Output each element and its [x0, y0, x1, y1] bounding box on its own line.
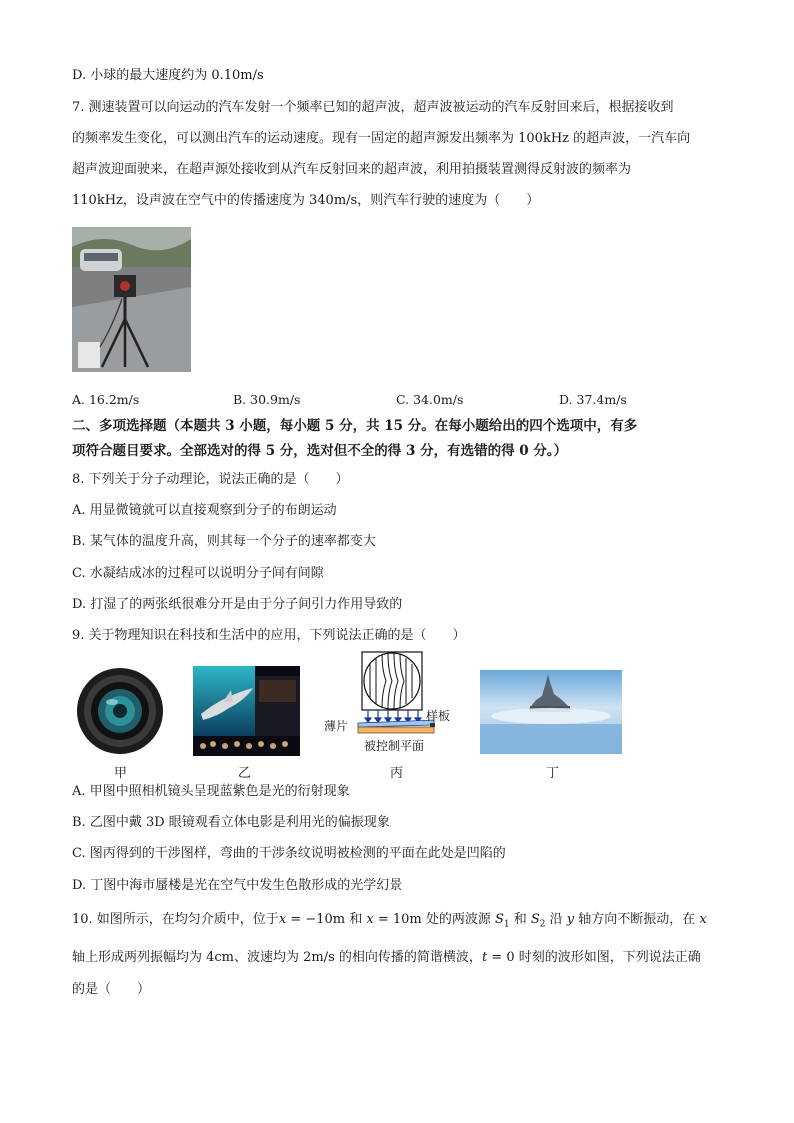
q7-option-a: A. 16.2m/s	[72, 392, 140, 407]
q9-option-a: A. 甲图中照相机镜头呈现蓝紫色是光的衍射现象	[72, 784, 350, 799]
q9-option-c: C. 图丙得到的干涉图样，弯曲的干涉条纹说明被检测的平面在此处是凹陷的	[72, 846, 506, 861]
bing-label-sample: 样板	[426, 709, 451, 723]
q9-option-d: D. 丁图中海市蜃楼是光在空气中发生色散形成的光学幻景	[72, 878, 403, 893]
q10-stem-line-1: 10. 如图所示，在均匀介质中，位于x = −10m 和 x = 10m 处的两波源 $S_1$ 和 $S_2$ 沿 y 轴方向不断振动，在 x	[72, 912, 707, 930]
q7-stem-line-4: 110kHz，设声波在空气中的传播速度为 340m/s，则汽车行驶的速度为（ ）	[72, 193, 540, 208]
q9-caption-jia: 甲	[114, 766, 128, 781]
bing-label-thin: 薄片	[324, 719, 349, 733]
q10-stem-line-2: 轴上形成两列振幅均为 4cm、波速均为 2m/s 的相向传播的简谐横波，t = 0 时刻的波形如图，下列说法正确	[72, 950, 701, 965]
section-2-heading-line-2: 项符合题目要求。全部选对的得 5 分，选对但不全的得 3 分，有选错的得 0 分。）	[72, 443, 568, 459]
q9-figure-ding-mirage	[480, 670, 622, 754]
q7-speed-radar-photo	[72, 227, 191, 372]
q9-caption-ding: 丁	[546, 766, 560, 781]
q9-caption-yi: 乙	[238, 766, 252, 781]
q8-stem: 8. 下列关于分子动理论，说法正确的是（ ）	[72, 472, 349, 487]
q9-figure-jia-camera-lens	[72, 666, 169, 756]
q7-stem-line-2: 的频率发生变化，可以测出汽车的运动速度。现有一固定的超声源发出频率为 100kHz 的超声波，一汽车向	[72, 131, 691, 146]
q10-stem-line-3: 的是（ ）	[72, 982, 151, 997]
q7-option-b: B. 30.9m/s	[233, 392, 301, 407]
q9-figure-bing-interference	[322, 650, 462, 760]
q9-figure-yi-3d-movie	[193, 666, 300, 756]
q7-stem-line-1: 7. 测速装置可以向运动的汽车发射一个频率已知的超声波，超声波被运动的汽车反射回来后，根据接收到	[72, 100, 674, 115]
q9-caption-bing: 丙	[390, 766, 404, 781]
q8-option-d: D. 打湿了的两张纸很难分开是由于分子间引力作用导致的	[72, 597, 403, 612]
q7-stem-line-3: 超声波迎面驶来，在超声源处接收到从汽车反射回来的超声波，利用拍摄装置测得反射波的频率为	[72, 162, 632, 177]
q8-option-a: A. 用显微镜就可以直接观察到分子的布朗运动	[72, 503, 337, 518]
q9-option-b: B. 乙图中戴 3D 眼镜观看立体电影是利用光的偏振现象	[72, 815, 390, 830]
bing-label-plane: 被控制平面	[364, 739, 425, 753]
q7-option-d: D. 37.4m/s	[559, 392, 627, 407]
q9-stem: 9. 关于物理知识在科技和生活中的应用，下列说法正确的是（ ）	[72, 628, 466, 643]
q8-option-b: B. 某气体的温度升高，则其每一个分子的速率都变大	[72, 534, 376, 549]
q8-option-c: C. 水凝结成冰的过程可以说明分子间有间隙	[72, 566, 324, 581]
section-2-heading-line-1: 二、多项选择题（本题共 3 小题，每小题 5 分，共 15 分。在每小题给出的四个选项中，有多	[72, 418, 638, 434]
q6-option-d: D. 小球的最大速度约为 0.10m/s	[72, 68, 264, 83]
q7-option-c: C. 34.0m/s	[396, 392, 464, 407]
